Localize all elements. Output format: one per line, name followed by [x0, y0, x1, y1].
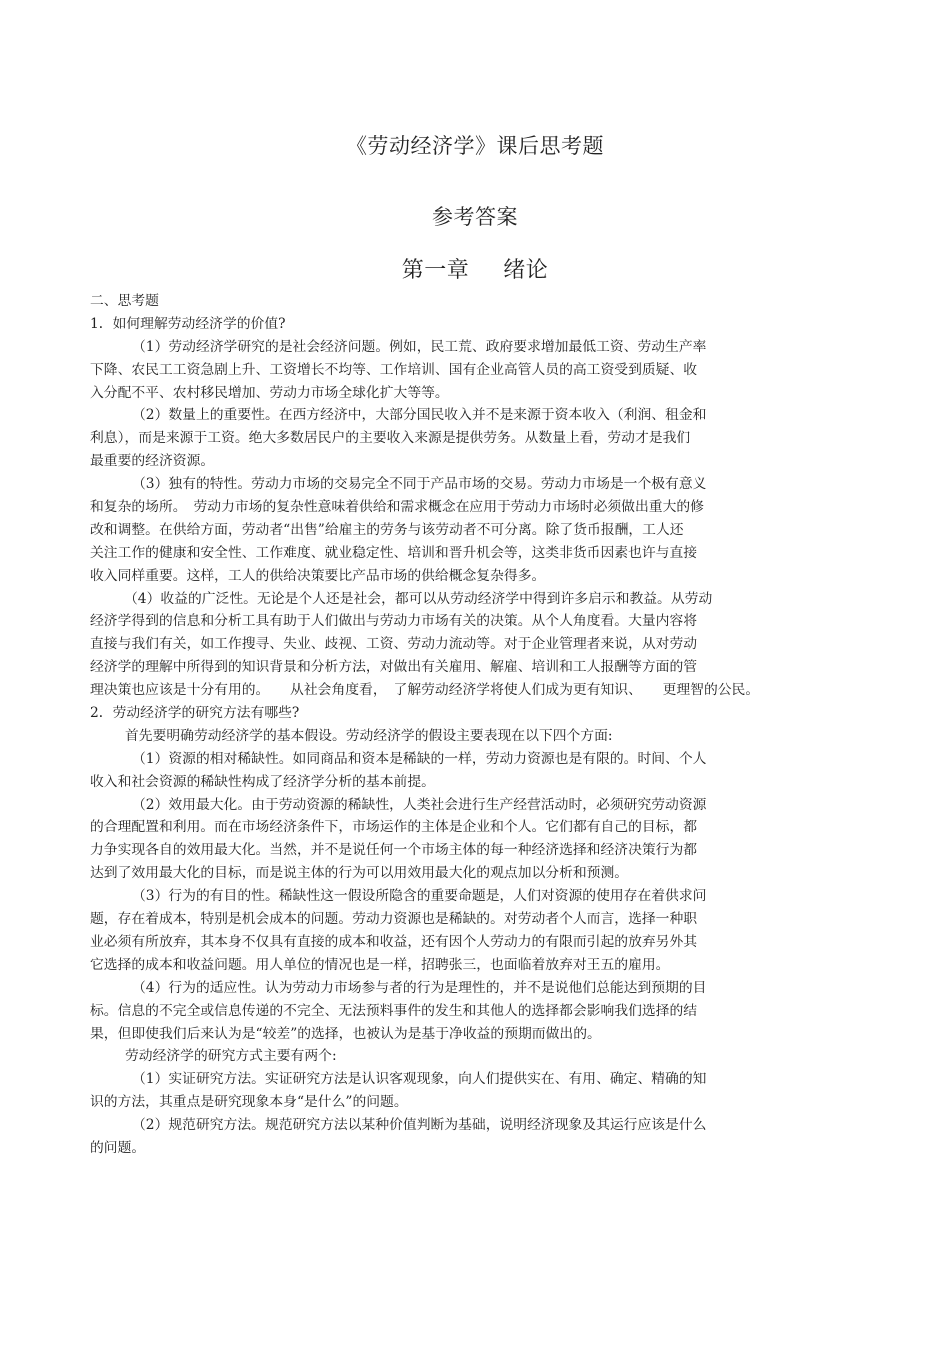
text-line: 的问题。 — [90, 1139, 146, 1156]
text-line: 劳动经济学的研究方式主要有两个: — [125, 1048, 337, 1065]
text-line: 标。信息的不完全或信息传递的不完全、无法预料事件的发生和其他人的选择都会影响我们选择的结 — [90, 1002, 698, 1019]
text-line: 入分配不平、农村移民增加、劳动力市场全球化扩大等等。 — [90, 384, 449, 401]
document-subtitle: 参考答案 — [432, 205, 518, 229]
text-line: 和复杂的场所。 劳动力市场的复杂性意味着供给和需求概念在应用于劳动力市场时必须做出重大的修 — [90, 499, 704, 516]
text-line: 果，但即使我们后来认为是“较差”的选择，也被认为是基于净收益的预期而做出的。 — [90, 1025, 601, 1042]
text-line: （2）效用最大化。由于劳动资源的稀缺性，人类社会进行生产经营活动时，必须研究劳动资源 — [132, 796, 707, 813]
text-line: （1）实证研究方法。实证研究方法是认识客观现象，向人们提供实在、有用、确定、精确的知 — [132, 1071, 707, 1088]
text-line: 关注工作的健康和安全性、工作难度、就业稳定性、培训和晋升机会等，这类非货币因素也许与直接 — [90, 544, 698, 561]
text-line: 改和调整。在供给方面，劳动者“出售”给雇主的劳务与该劳动者不可分离。除了货币报酬，工人还 — [90, 521, 684, 538]
document-title: 《劳动经济学》课后思考题 — [346, 134, 604, 158]
text-line: （1）劳动经济学研究的是社会经济问题。例如，民工荒、政府要求增加最低工资、劳动生产率 — [132, 338, 707, 355]
text-line: 达到了效用最大化的目标，而是说主体的行为可以用效用最大化的观点加以分析和预测。 — [90, 865, 629, 882]
text-line: 1．如何理解劳动经济学的价值? — [90, 315, 286, 332]
chapter-number: 第一章 — [401, 258, 470, 283]
chapter-heading — [0, 253, 950, 284]
text-line: 收入和社会资源的稀缺性构成了经济学分析的基本前提。 — [90, 773, 435, 790]
text-line: 理决策也应该是十分有用的。 从社会角度看， 了解劳动经济学将使人们成为更有知识、 更理智的公民。 — [90, 682, 760, 699]
text-line: 力争实现各自的效用最大化。当然，并不是说任何一个市场主体的每一种经济选择和经济决策行为都 — [90, 842, 698, 859]
text-line: 经济学的理解中所得到的知识背景和分析方法，对做出有关雇用、解雇、培训和工人报酬等方面的管 — [90, 659, 698, 676]
text-line: 直接与我们有关，如工作搜寻、失业、歧视、工资、劳动力流动等。对于企业管理者来说，从对劳动 — [90, 636, 698, 653]
text-line: （3）行为的有目的性。稀缺性这一假设所隐含的重要命题是，人们对资源的使用存在着供求问 — [132, 888, 707, 905]
text-line: 收入同样重要。这样，工人的供给决策要比产品市场的供给概念复杂得多。 — [90, 567, 546, 584]
text-line: （2）数量上的重要性。在西方经济中，大部分国民收入并不是来源于资本收入（利润、租金和 — [132, 407, 707, 424]
text-line: （4）行为的适应性。认为劳动力市场参与者的行为是理性的，并不是说他们总能达到预期的目 — [132, 979, 707, 996]
document-body — [90, 290, 860, 1160]
text-line: 利息），而是来源于工资。绝大多数居民户的主要收入来源是提供劳务。从数量上看，劳动才是我们 — [90, 430, 691, 447]
text-line: 二、思考题 — [90, 293, 159, 309]
text-line: 最重要的经济资源。 — [90, 453, 215, 470]
text-line: （2）规范研究方法。规范研究方法以某种价值判断为基础，说明经济现象及其运行应该是什么 — [132, 1117, 707, 1134]
text-line: 识的方法，其重点是研究现象本身“是什么”的问题。 — [90, 1094, 408, 1111]
text-line: 它选择的成本和收益问题。用人单位的情况也是一样，招聘张三，也面临着放弃对王五的雇用。 — [90, 956, 670, 973]
text-line: （3）独有的特性。劳动力市场的交易完全不同于产品市场的交易。劳动力市场是一个极有意义 — [132, 476, 707, 493]
chapter-name: 绪论 — [503, 258, 549, 283]
text-line: 下降、农民工工资急剧上升、工资增长不均等、工作培训、国有企业高管人员的高工资受到质疑、收 — [90, 361, 698, 378]
text-line: （4）收益的广泛性。无论是个人还是社会，都可以从劳动经济学中得到许多启示和教益。从劳动 — [124, 590, 713, 607]
text-line: 题，存在着成本，特别是机会成本的问题。劳动力资源也是稀缺的。对劳动者个人而言，选择一种职 — [90, 911, 698, 928]
text-line: （1）资源的相对稀缺性。如同商品和资本是稀缺的一样，劳动力资源也是有限的。时间、个人 — [132, 750, 707, 767]
text-line: 经济学得到的信息和分析工具有助于人们做出与劳动力市场有关的决策。从个人角度看。大量内容将 — [90, 613, 698, 630]
text-line: 首先要明确劳动经济学的基本假设。劳动经济学的假设主要表现在以下四个方面: — [125, 727, 613, 744]
text-line: 2．劳动经济学的研究方法有哪些? — [90, 705, 300, 722]
text-line: 的合理配置和利用。而在市场经济条件下，市场运作的主体是企业和个人。它们都有自己的目标，都 — [90, 819, 698, 836]
text-line: 业必须有所放弃，其本身不仅具有直接的成本和收益，还有因个人劳动力的有限而引起的放弃另外其 — [90, 933, 698, 950]
